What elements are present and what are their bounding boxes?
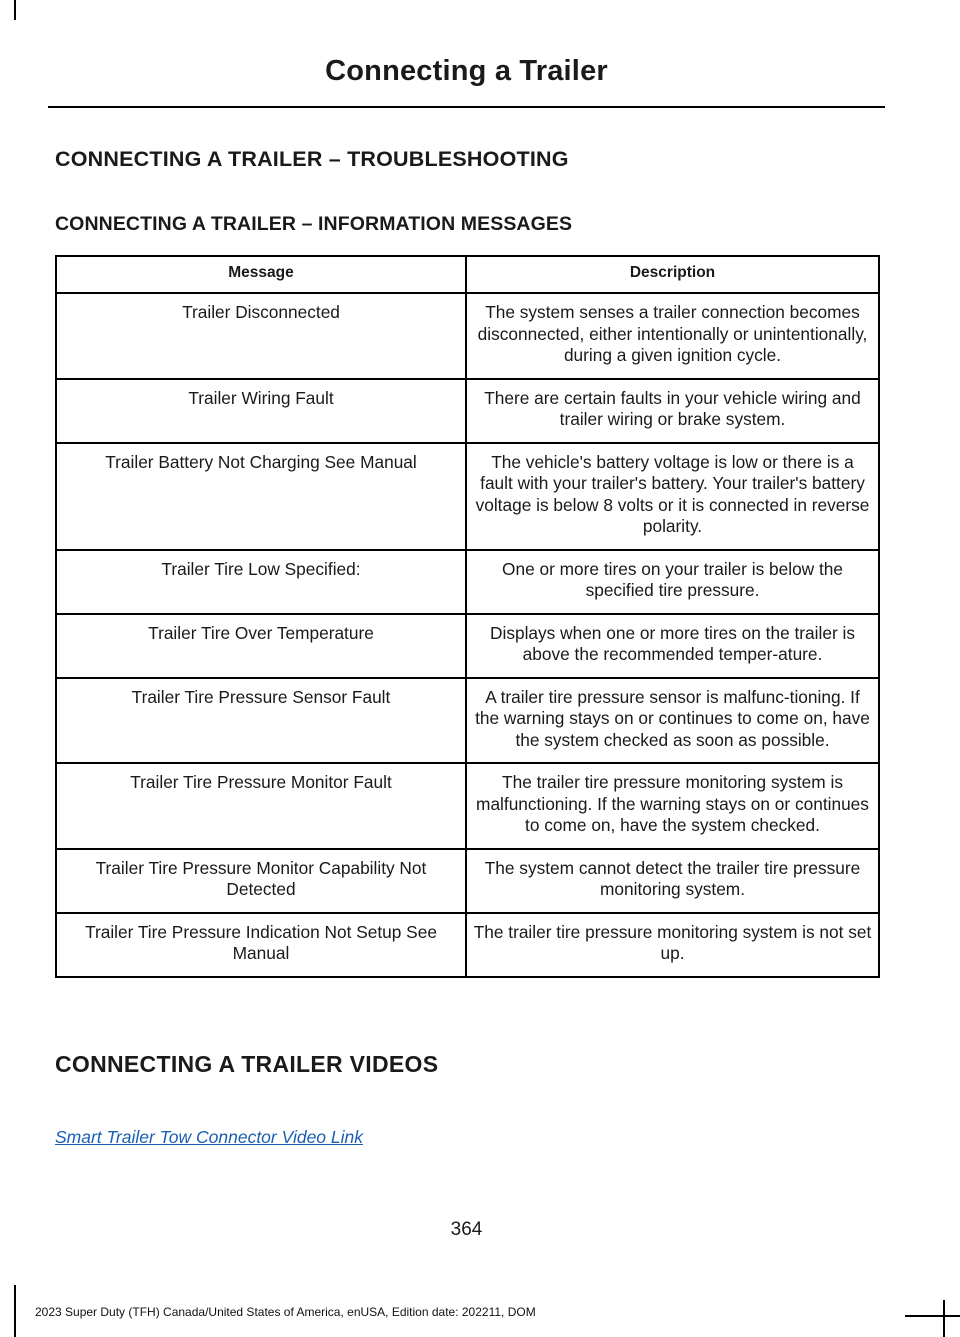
crop-mark-bottom-right xyxy=(943,1300,945,1337)
description-cell: Displays when one or more tires on the trailer is above the recommended temper-ature. xyxy=(466,614,879,678)
table-row xyxy=(56,678,879,764)
table-header-row xyxy=(56,256,879,293)
message-cell: Trailer Tire Pressure Monitor Fault xyxy=(56,763,466,849)
info-messages-heading: CONNECTING A TRAILER – INFORMATION MESSAGES xyxy=(55,213,573,235)
table-row xyxy=(56,849,879,913)
description-cell: The system cannot detect the trailer tire pressure monitoring system. xyxy=(466,849,879,913)
message-cell: Trailer Tire Pressure Indication Not Setup See Manual xyxy=(56,913,466,977)
description-cell: The trailer tire pressure monitoring system is malfunctioning. If the warning stays on or continues to come on, have the system checked. xyxy=(466,763,879,849)
table-row xyxy=(56,443,879,550)
crop-mark-bottom-right-horizontal xyxy=(905,1315,960,1317)
table-row xyxy=(56,379,879,443)
message-cell: Trailer Tire Over Temperature xyxy=(56,614,466,678)
crop-mark-bottom-left xyxy=(14,1285,16,1337)
message-cell: Trailer Battery Not Charging See Manual xyxy=(56,443,466,550)
table-row xyxy=(56,913,879,977)
description-cell: The trailer tire pressure monitoring system is not set up. xyxy=(466,913,879,977)
description-cell: The system senses a trailer connection becomes disconnected, either intentionally or unintentionally, during a given ignition cycle. xyxy=(466,293,879,379)
table-row xyxy=(56,293,879,379)
description-cell: A trailer tire pressure sensor is malfunc-tioning. If the warning stays on or continues to come on, have the system checked as soon as possible. xyxy=(466,678,879,764)
smart-trailer-video-link[interactable]: Smart Trailer Tow Connector Video Link xyxy=(55,1127,364,1147)
table-row xyxy=(56,763,879,849)
column-header-description: Description xyxy=(466,256,879,293)
crop-mark-top-left xyxy=(14,0,16,20)
troubleshooting-heading: CONNECTING A TRAILER – TROUBLESHOOTING xyxy=(55,147,569,171)
message-cell: Trailer Tire Low Specified: xyxy=(56,550,466,614)
table-row xyxy=(56,614,879,678)
column-header-message: Message xyxy=(56,256,466,293)
message-cell: Trailer Tire Pressure Monitor Capability Not Detected xyxy=(56,849,466,913)
videos-heading: CONNECTING A TRAILER VIDEOS xyxy=(55,1051,439,1077)
edition-footer: 2023 Super Duty (TFH) Canada/United States of America, enUSA, Edition date: 202211, DOM xyxy=(35,1305,536,1319)
page-number: 364 xyxy=(450,1219,483,1240)
information-messages-table xyxy=(55,255,880,978)
table-row xyxy=(56,550,879,614)
header-divider xyxy=(48,106,885,108)
description-cell: The vehicle's battery voltage is low or there is a fault with your trailer's battery. Your trailer's battery voltage is below 8 volts or it is connected in reverse polarity. xyxy=(466,443,879,550)
description-cell: There are certain faults in your vehicle wiring and trailer wiring or brake system. xyxy=(466,379,879,443)
message-cell: Trailer Tire Pressure Sensor Fault xyxy=(56,678,466,764)
description-cell: One or more tires on your trailer is below the specified tire pressure. xyxy=(466,550,879,614)
chapter-title: Connecting a Trailer xyxy=(325,55,608,87)
message-cell: Trailer Disconnected xyxy=(56,293,466,379)
message-cell: Trailer Wiring Fault xyxy=(56,379,466,443)
